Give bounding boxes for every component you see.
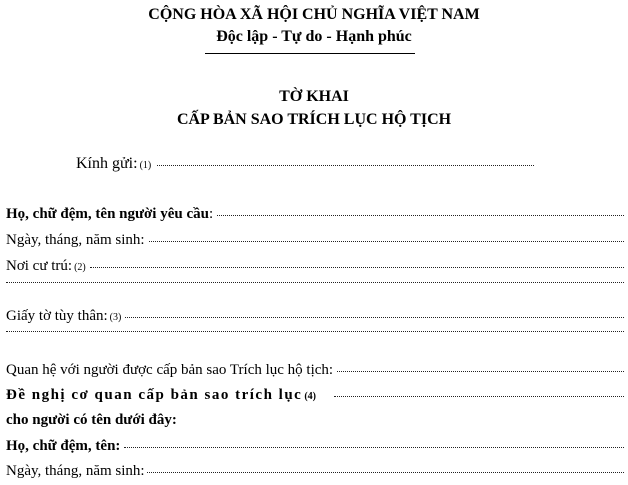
requester-name-colon: : (208, 206, 214, 222)
form-title: TỜ KHAI (279, 88, 349, 105)
residence-field[interactable] (90, 267, 624, 268)
form-subtitle: CẤP BẢN SAO TRÍCH LỤC HỘ TỊCH (176, 111, 452, 128)
residence-label: Nơi cư trú: (6, 258, 73, 274)
recipient-field[interactable] (157, 165, 534, 166)
requester-name-label: Họ, chữ đệm, tên người yêu cầu (6, 206, 209, 222)
person-name-row (6, 438, 624, 455)
requester-name-field[interactable] (217, 215, 624, 216)
national-title: CỘNG HÒA XÃ HỘI CHỦ NGHĨA VIỆT NAM (148, 6, 480, 23)
request-row: Đề nghị cơ quan cấp bản sao trích lục (4) (6, 387, 624, 404)
residence-field-2[interactable] (6, 282, 624, 283)
person-name-label: Họ, chữ đệm, tên: (6, 438, 121, 454)
id-doc-label: Giấy tờ tùy thân: (6, 308, 108, 324)
relationship-label: Quan hệ với người được cấp bản sao Trích lục hộ tịch: (6, 362, 334, 378)
person-name-field[interactable] (124, 447, 624, 448)
relationship-field[interactable] (337, 371, 624, 372)
for-person-label: cho người có tên dưới đây: (6, 412, 177, 428)
person-dob-label: Ngày, tháng, năm sinh: (6, 463, 145, 479)
for-person-row (6, 412, 624, 429)
requester-dob-row (6, 232, 624, 249)
requester-dob-field[interactable] (149, 241, 624, 242)
person-dob-field[interactable] (147, 472, 624, 473)
id-doc-row: Giấy tờ tùy thân: (3) (6, 308, 624, 325)
relationship-row (6, 362, 624, 379)
recipient-label: Kính gửi: (76, 155, 138, 172)
id-doc-field[interactable] (125, 317, 624, 318)
residence-row-2 (6, 284, 624, 285)
header-underline (205, 53, 415, 54)
id-doc-field-2[interactable] (6, 331, 624, 332)
id-doc-row-2 (6, 333, 624, 334)
requester-dob-label: Ngày, tháng, năm sinh: (6, 232, 145, 248)
requester-name-row (6, 206, 624, 223)
request-field[interactable] (334, 396, 624, 397)
residence-row: Nơi cư trú: (2) (6, 258, 624, 275)
recipient-row: Kính gửi: (1) (76, 155, 534, 173)
person-dob-row (6, 463, 624, 480)
national-motto: Độc lập - Tự do - Hạnh phúc (216, 28, 412, 45)
request-label: Đề nghị cơ quan cấp bản sao trích lục (6, 387, 303, 403)
